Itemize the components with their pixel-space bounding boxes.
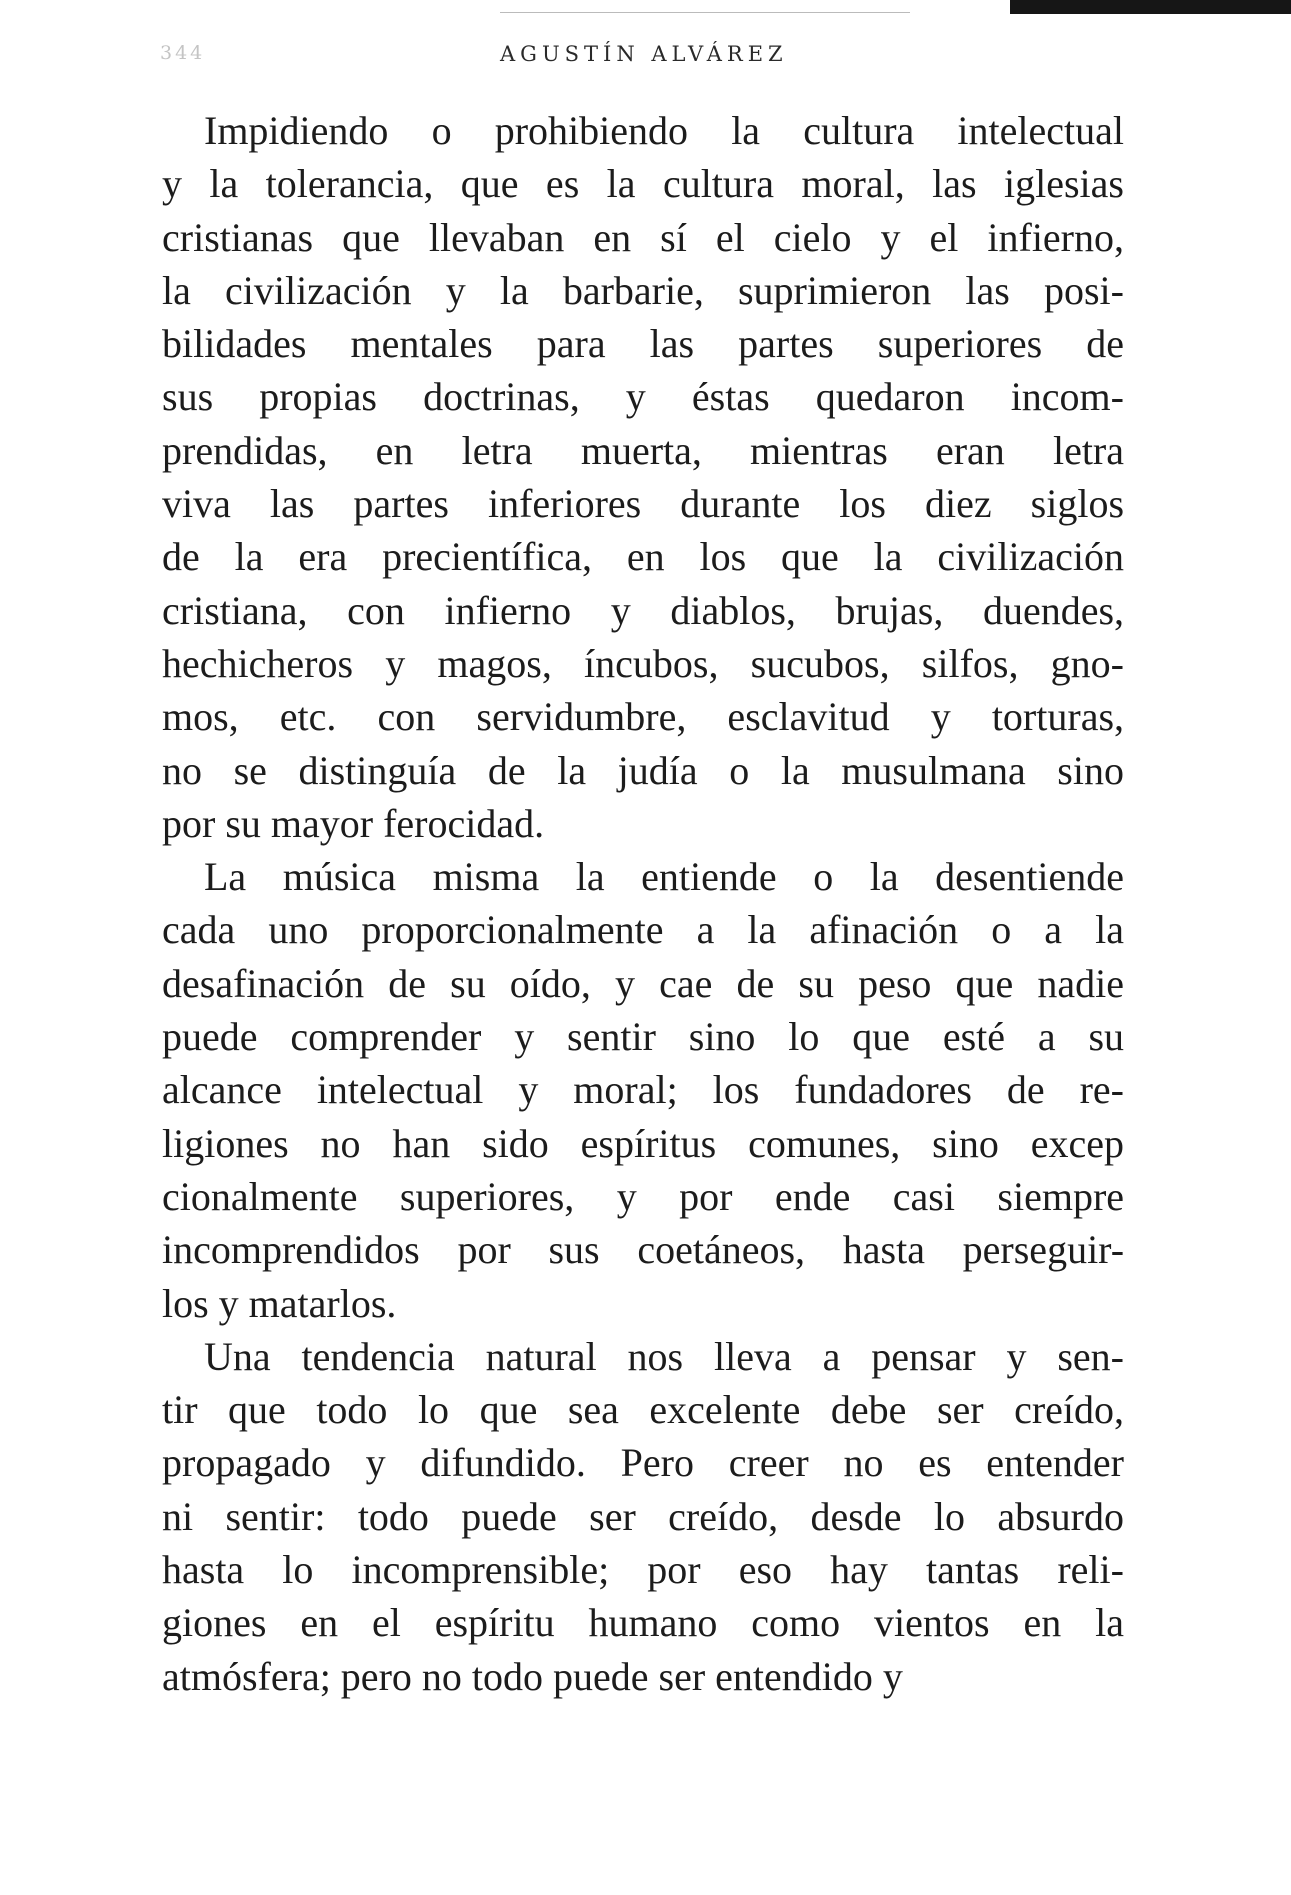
- paragraph: [162, 850, 1124, 1330]
- text-line: hechicheros y magos, íncubos, sucubos, silfos, gno-: [162, 640, 1124, 686]
- text-line: La música misma la entiende o la desentiende: [204, 854, 1124, 900]
- page-number: 344: [160, 42, 206, 64]
- text-line: puede comprender y sentir sino lo que esté a su: [162, 1014, 1124, 1060]
- text-line: sus propias doctrinas, y éstas quedaron incom-: [162, 374, 1124, 420]
- top-rule: [500, 12, 910, 13]
- paragraph: [162, 104, 1124, 850]
- text-line: tir que todo lo que sea excelente debe ser creído,: [162, 1387, 1124, 1433]
- top-edge-mark: [1010, 0, 1291, 14]
- text-line: Una tendencia natural nos lleva a pensar y sen-: [204, 1333, 1124, 1379]
- text-line: los y matarlos.: [162, 1280, 397, 1326]
- body-text: [162, 104, 1124, 1703]
- text-line: cionalmente superiores, y por ende casi siempre: [162, 1173, 1124, 1219]
- text-line: ligiones no han sido espíritus comunes, sino excep: [162, 1120, 1124, 1166]
- text-line: por su mayor ferocidad.: [162, 800, 545, 846]
- text-line: la civilización y la barbarie, suprimieron las posi-: [162, 267, 1124, 313]
- paragraph: [162, 1330, 1124, 1703]
- text-line: atmósfera; pero no todo puede ser entendido y: [162, 1653, 903, 1699]
- text-line: ni sentir: todo puede ser creído, desde lo absurdo: [162, 1493, 1124, 1539]
- text-line: cada uno proporcionalmente a la afinación o a la: [162, 907, 1124, 953]
- text-line: incomprendidos por sus coetáneos, hasta perseguir-: [162, 1227, 1124, 1273]
- text-line: no se distinguía de la judía o la musulmana sino: [162, 747, 1124, 793]
- text-line: propagado y difundido. Pero creer no es entender: [162, 1440, 1124, 1486]
- text-line: bilidades mentales para las partes superiores de: [162, 321, 1124, 367]
- text-line: hasta lo incomprensible; por eso hay tantas reli-: [162, 1547, 1124, 1593]
- text-line: desafinación de su oído, y cae de su peso que nadie: [162, 960, 1124, 1006]
- text-line: cristianas que llevaban en sí el cielo y el infierno,: [162, 214, 1124, 260]
- text-line: y la tolerancia, que es la cultura moral, las iglesias: [162, 161, 1124, 207]
- text-line: cristiana, con infierno y diablos, brujas, duendes,: [162, 587, 1124, 633]
- text-line: viva las partes inferiores durante los diez siglos: [162, 481, 1124, 527]
- text-line: alcance intelectual y moral; los fundadores de re-: [162, 1067, 1124, 1113]
- text-line: giones en el espíritu humano como vientos en la: [162, 1600, 1124, 1646]
- running-head: AGUSTÍN ALVÁREZ: [500, 42, 788, 66]
- text-line: prendidas, en letra muerta, mientras eran letra: [162, 427, 1124, 473]
- text-line: mos, etc. con servidumbre, esclavitud y torturas,: [162, 694, 1124, 740]
- text-line: de la era precientífica, en los que la civilización: [162, 534, 1124, 580]
- text-line: Impidiendo o prohibiendo la cultura intelectual: [204, 108, 1124, 153]
